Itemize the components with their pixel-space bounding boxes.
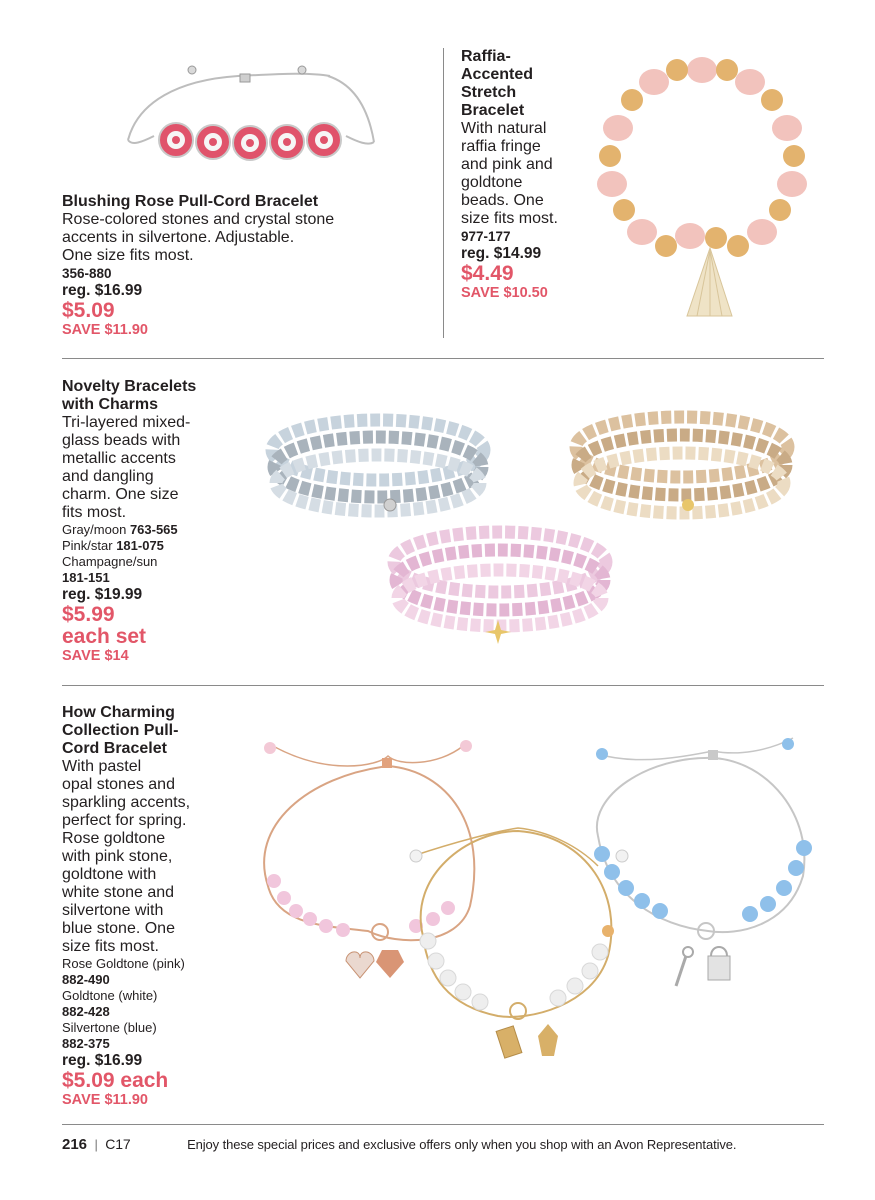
variant-sku: 181-075 [116,538,164,553]
footer-separator: | [94,1137,98,1152]
product-title: Blushing Rose Pull-Cord Bracelet [62,193,319,210]
regular-price: reg. $14.99 [461,245,542,262]
product-sku: 977-177 [461,229,511,244]
product-description-line: and pink and [461,156,553,173]
product-title-line: with Charms [62,396,159,413]
product-description-line: glass beads with [62,432,181,449]
bracelet-image-pink-star [384,520,616,648]
bracelet-image-gray-moon [262,405,494,523]
product-title-line: Accented [461,66,534,83]
bracelet-image-champagne-sun [566,405,798,527]
product-description-line: With pastel [62,758,142,775]
product-title-line: Stretch [461,84,517,101]
product-description-line: with pink stone, [62,848,173,865]
regular-price: reg. $16.99 [62,282,143,299]
product-title-line: Bracelet [461,102,525,119]
bracelet-image-how-charming [248,736,828,1086]
product-description-line: Rose goldtone [62,830,166,847]
section-divider [62,685,824,686]
variant-sku [62,972,252,988]
product-description-line: One size fits most. [62,247,194,264]
variant-option [62,554,262,570]
variant-name: Champagne/sun [62,554,158,569]
product-description-line: sparkling accents, [62,794,191,811]
section-code: C17 [105,1136,131,1152]
variant-sku-line [62,570,262,586]
variant-sku-text: 882-490 [62,972,110,987]
variant-name: Rose Goldtone (pink) [62,956,185,971]
sale-price-qualifier: each set [62,625,147,648]
footer-divider [62,1124,824,1125]
product-description-line: perfect for spring. [62,812,187,829]
variant-sku [62,1004,252,1020]
sale-price: $4.49 [461,262,514,285]
page-footer [62,1136,824,1156]
savings-badge: SAVE $11.90 [62,322,148,338]
variant-sku: 763-565 [129,522,178,537]
sale-price: $5.09 [62,299,115,322]
variant-sku: 181-151 [62,570,110,585]
product-description-line: size fits most. [461,210,558,227]
product-title-line: Collection Pull- [62,722,179,739]
regular-price: reg. $19.99 [62,586,143,603]
section-divider [62,358,824,359]
variant-option [62,522,262,538]
variant-option [62,538,262,554]
product-description-line: white stone and [62,884,175,901]
product-description-line: With natural [461,120,547,137]
product-title-line: Cord Bracelet [62,740,167,757]
variant-sku-text: 882-375 [62,1036,110,1051]
product-description-line: blue stone. One [62,920,175,937]
bracelet-image-raffia [592,48,812,328]
variant-name: Pink/star [62,538,113,553]
bracelet-image-blushing-rose [118,62,384,172]
product-description-line: Rose-colored stones and crystal stone [62,211,335,228]
product-description-line: Tri-layered mixed- [62,414,191,431]
product-description-line: opal stones and [62,776,175,793]
product-description-line: raffia fringe [461,138,541,155]
product-description-line: goldtone with [62,866,157,883]
variant-sku-text: 882-428 [62,1004,110,1019]
variant-name: Goldtone (white) [62,988,158,1003]
product-title-line: Novelty Bracelets [62,378,197,395]
product-title-line: How Charming [62,704,175,721]
variant-name: Silvertone (blue) [62,1020,157,1035]
product-description-line: size fits most. [62,938,159,955]
product-sku: 356-880 [62,266,112,281]
product-title-line: Raffia- [461,48,511,65]
variant-sku [62,1036,252,1052]
savings-badge: SAVE $14 [62,648,129,664]
footer-note: Enjoy these special prices and exclusive offers only when you shop with an Avon Representative. [187,1137,737,1152]
product-description-line: metallic accents [62,450,176,467]
product-description-line: fits most. [62,504,127,521]
product-description-line: beads. One [461,192,544,209]
sale-price: $5.09 each [62,1069,169,1092]
product-novelty-bracelets [62,378,262,665]
product-description-line: silvertone with [62,902,164,919]
product-description-line: charm. One size [62,486,179,503]
regular-price: reg. $16.99 [62,1052,143,1069]
product-blushing-rose [62,193,422,339]
savings-badge: SAVE $11.90 [62,1092,148,1108]
page-number: 216 [62,1136,88,1153]
product-description-line: goldtone [461,174,523,191]
product-how-charming [62,704,252,1109]
product-description-line: and dangling [62,468,154,485]
savings-badge: SAVE $10.50 [461,285,548,301]
sale-price: $5.99 [62,603,115,626]
product-raffia-bracelet [461,48,596,302]
variant-name: Gray/moon [62,522,127,537]
product-description-line: accents in silvertone. Adjustable. [62,229,295,246]
column-divider [443,48,444,338]
